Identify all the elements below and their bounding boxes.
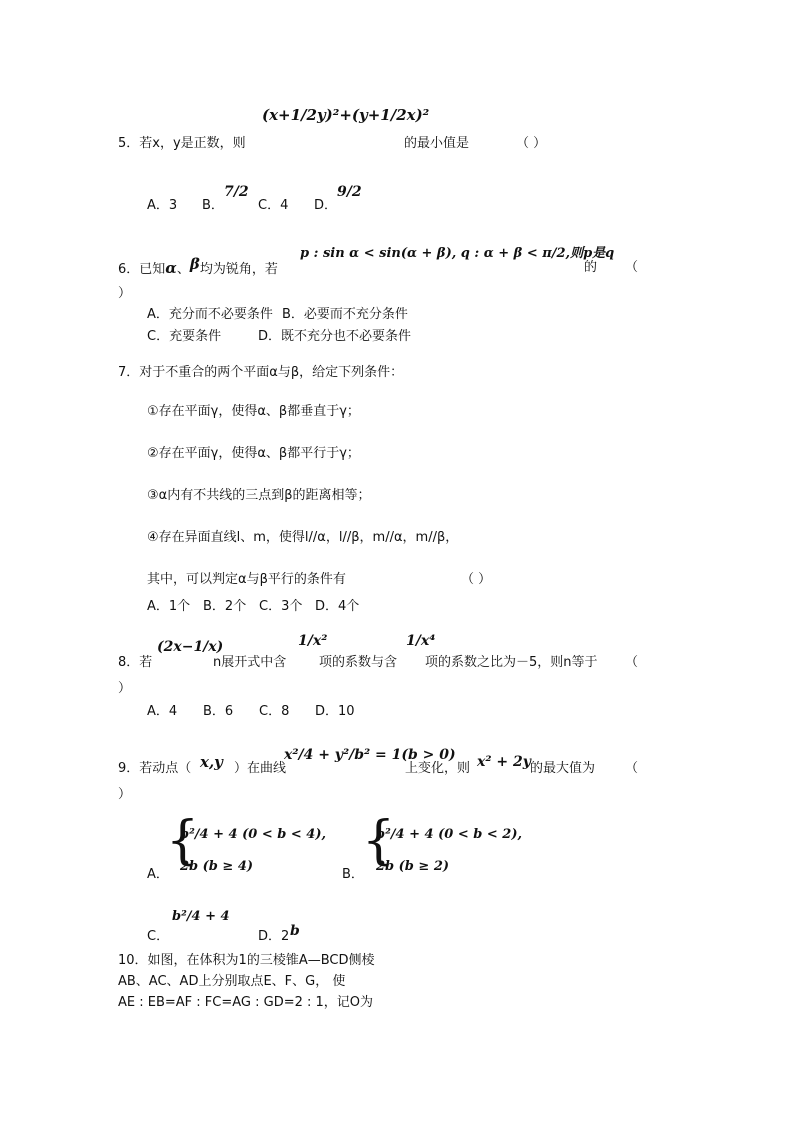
q9-option-a-brace: { — [166, 811, 200, 871]
q5-option-b-label: B． — [202, 198, 224, 213]
q5-stem — [118, 137, 246, 150]
q6-stem-pre: 已知 — [139, 262, 166, 277]
q7-conclusion: 其中，可以判定α与β平行的条件有 — [147, 572, 346, 587]
q5-option-b-value: 7/2 — [224, 184, 249, 200]
q10-line-3: AE : EB=AF : FC=AG : GD=2 : 1，记O为 — [118, 995, 374, 1010]
q9-expression: x² + 2y — [477, 754, 531, 770]
q7-condition-3: ③α内有不共线的三点到β的距离相等； — [147, 488, 371, 503]
q9-option-a-label: A． — [147, 867, 169, 882]
q7-option-b: B．2个 — [203, 599, 247, 614]
q9-stem-pre: 若动点（ — [139, 761, 192, 776]
q6-number: 6． — [118, 262, 140, 277]
q8-binomial: (2x−1/x) — [157, 639, 224, 655]
q6-stem — [118, 255, 278, 277]
q8-term2: 1/x⁴ — [406, 633, 436, 649]
q9-option-b-label: B． — [342, 867, 364, 882]
q6-alpha: α — [165, 259, 177, 277]
q8-stem — [118, 656, 152, 669]
q7-condition-2: ②存在平面γ，使得α、β都平行于γ； — [147, 446, 360, 461]
q7-answer-paren: （ ） — [461, 572, 492, 587]
q9-option-a-row2: 2b (b ≥ 4) — [180, 859, 254, 874]
q9-option-d-value: b — [290, 923, 300, 939]
q6-paren-open: （ — [625, 260, 639, 275]
q7-option-d: D．4个 — [315, 599, 360, 614]
q6-sep: 、 — [176, 262, 190, 277]
q10-line-1: 10．如图，在体积为1的三棱锥A—BCD侧棱 — [118, 953, 375, 968]
q8-paren-close: ） — [118, 681, 132, 696]
q8-stem-post: 项的系数之比为－5，则n等于 — [425, 655, 598, 670]
q9-stem-mid1: ）在曲线 — [234, 761, 287, 776]
q9-stem-mid2: 上变化，则 — [405, 761, 471, 776]
q8-option-d: D．10 — [315, 704, 355, 719]
q8-term1: 1/x² — [298, 633, 328, 649]
q9-point: x,y — [200, 753, 223, 771]
q6-option-a: A．充分而不必要条件 — [147, 307, 273, 322]
q5-stem-post: 的最小值是 — [404, 136, 470, 151]
q6-condition — [300, 247, 614, 260]
q6-stem-post: 的 — [584, 260, 598, 275]
q9-curve: x²/4 + y²/b² = 1(b > 0) — [284, 747, 456, 763]
q7-condition-4: ④存在异面直线l、m，使得l//α，l//β，m//α，m//β， — [147, 530, 459, 545]
q9-option-b-row1: b²/4 + 4 (0 < b < 2), — [376, 827, 522, 842]
q5-option-c: C．4 — [258, 198, 289, 213]
q5-answer-paren: （ ） — [516, 136, 547, 151]
q9-option-b-row2: 2b (b ≥ 2) — [376, 859, 450, 874]
q9-option-c-value: b²/4 + 4 — [172, 909, 230, 924]
q8-paren-open: （ — [625, 655, 639, 670]
q9-option-c-label: C． — [147, 929, 170, 944]
q6-stem-mid: 均为锐角，若 — [199, 262, 278, 277]
q5-formula — [262, 108, 429, 123]
q5-option-a: A．3 — [147, 198, 178, 213]
q7-stem — [118, 366, 403, 379]
q7-option-c: C．3个 — [259, 599, 303, 614]
q7-option-a: A．1个 — [147, 599, 191, 614]
q5-number: 5． — [118, 136, 140, 151]
q6-paren-close: ） — [118, 286, 132, 301]
q9-option-d-label: D．2 — [258, 929, 290, 944]
q8-option-c: C．8 — [259, 704, 290, 719]
q6-option-c: C．充要条件 — [147, 329, 222, 344]
q5-option-d-value: 9/2 — [337, 184, 362, 200]
q5-option-d-label: D． — [314, 198, 338, 213]
q8-stem-mid1: n展开式中含 — [213, 655, 287, 670]
q6-condition-text: p : sin α < sin(α + β), q : α + β < π/2 — [300, 246, 566, 261]
q8-option-b: B．6 — [203, 704, 234, 719]
q8-number: 8． — [118, 655, 140, 670]
q9-paren-open: （ — [625, 761, 639, 776]
q7-condition-1: ①存在平面γ，使得α、β都垂直于γ； — [147, 404, 360, 419]
q6-option-b: B．必要而不充分条件 — [282, 307, 408, 322]
q6-beta: β — [189, 255, 200, 273]
q8-option-a: A．4 — [147, 704, 178, 719]
q6-then: ,则p是q — [565, 246, 615, 261]
q9-option-a-row1: b²/4 + 4 (0 < b < 4), — [180, 827, 326, 842]
q8-stem-pre: 若 — [139, 655, 153, 670]
q8-stem-mid2: 项的系数与含 — [319, 655, 398, 670]
q9-stem-post: 的最大值为 — [530, 761, 596, 776]
q6-option-d: D．既不充分也不必要条件 — [258, 329, 412, 344]
q7-number: 7． — [118, 365, 140, 380]
q5-formula-text: (x+1/2y)²+(y+1/2x)² — [262, 106, 430, 124]
q5-stem-pre: 若x，y是正数，则 — [139, 136, 246, 151]
q9-stem — [118, 762, 191, 775]
q10-line-2: AB、AC、AD上分别取点E、F、G， 使 — [118, 974, 346, 989]
q9-paren-close: ） — [118, 787, 132, 802]
q9-option-b-brace: { — [362, 811, 396, 871]
q7-stem-text: 对于不重合的两个平面α与β，给定下列条件： — [139, 365, 404, 380]
q9-number: 9． — [118, 761, 140, 776]
